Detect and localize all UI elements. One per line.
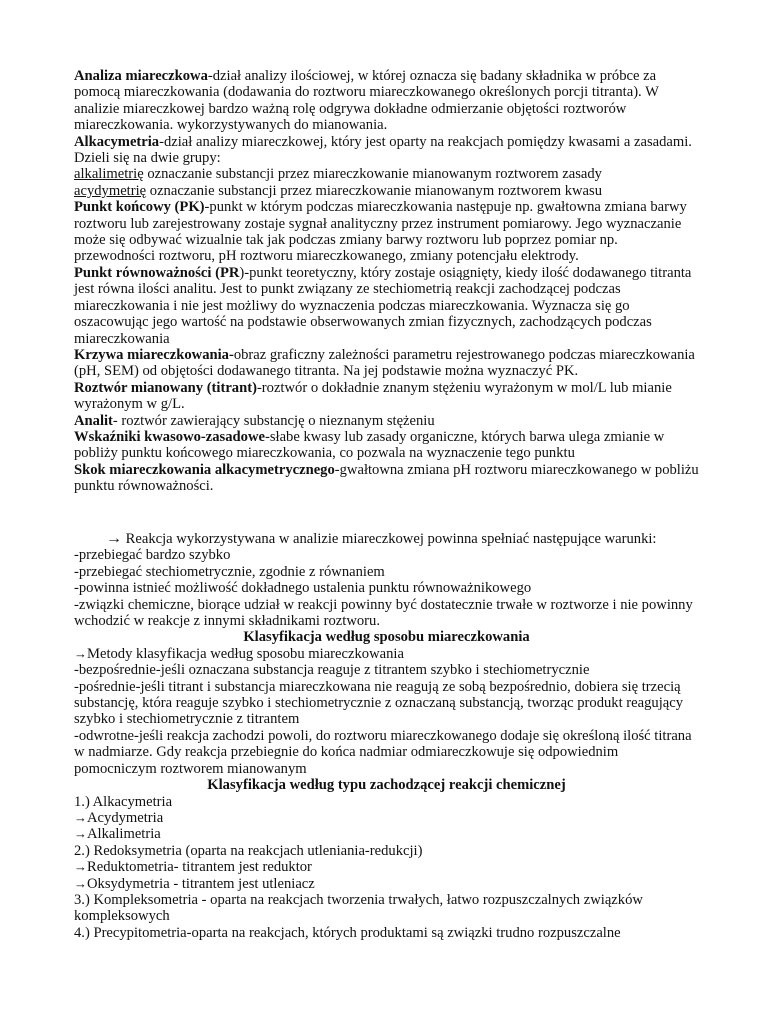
conditions-intro-text: Reakcja wykorzystywana w analizie miareczkowej powinna spełniać następujące warunki:	[122, 531, 657, 547]
definition-term: Analiza miareczkowa	[74, 68, 208, 84]
type-item: 2.) Redoksymetria (oparta na reakcjach utleniania-redukcji)	[74, 842, 423, 859]
type-item-text: Oksydymetria - titrantem jest utleniacz	[87, 875, 315, 892]
section-intro-text: Metody klasyfikacja według sposobu miareczkowania	[87, 645, 404, 662]
condition-item: -związki chemiczne, biorące udział w reakcji powinny być dostatecznie trwałe w roztworze i nie powinny wchodzić w reakcje z innymi składnikami roztworu.	[74, 596, 693, 630]
arrow-right-icon: →	[74, 859, 87, 875]
definition-text: -dział analizy miareczkowej, który jest oparty na reakcjach pomiędzy kwasami a zasadami. Dzieli się na dwie grupy:	[74, 133, 692, 167]
condition-item: -powinna istnieć możliwość dokładnego ustalenia punktu równoważnikowego	[74, 580, 532, 597]
definition-text: )-punkt teoretyczny, który zostaje osiągnięty, kiedy ilość dodawanego titranta jest równa ilości analitu. Jest to punkt związany ze stechiometrią reakcji zachodzącej podczas miareczkowania i nie jest możliwy do wyznaczenia podczas miareczkowania. Wyznacza się go oszacowując jego wartość na podstawie obserwowanych zmian fizycznych, zachodzących podczas miareczkowania	[74, 264, 692, 347]
definition-text: -dział analizy ilościowej, w której oznacza się badany składnika w próbce za pomocą miareczkowania (dodawania do roztworu miareczkowanego określonych porcji titranta). W analizie miareczkowej bardzo ważną rolę odgrywa dokładne odmierzanie objętości roztworów miareczkowania. wykorzystywanych do mianowania.	[74, 68, 659, 134]
group-text: oznaczanie substancji przez miareczkowanie mianowanym roztworem kwasu	[146, 182, 602, 199]
group-alkalimetria	[74, 166, 699, 182]
definition-term: Skok miareczkowania alkacymetrycznego	[74, 461, 335, 478]
section-heading	[74, 777, 699, 793]
type-item-text: Acydymetria	[87, 809, 164, 826]
type-item	[74, 810, 699, 826]
definition-text: -punkt w którym podczas miareczkowania następuje np. gwałtowna zmiana barwy roztworu lub zarejestrowany zostaje sygnał analityczny przez instrument pomiarowy. Jego wyznaczanie może się odbywać wizualnie tak jak podczas zmiany barwy roztworu lub poprzez pomiar np. przewodności roztworu, pH roztworu miareczkowanego, zmiany potencjału elektrody.	[74, 199, 687, 265]
type-item: 4.) Precypitometria-oparta na reakcjach, których produktami są związki trudno rozpuszczalne	[74, 924, 621, 941]
definition-alkacymetria	[74, 134, 699, 167]
definition-roztwor	[74, 380, 699, 413]
type-item: 3.) Kompleksometria - oparta na reakcjach tworzenia trwałych, łatwo rozpuszczalnych związków kompleksowych	[74, 891, 643, 925]
type-item-text: Alkalimetria	[87, 826, 161, 843]
section-heading-text: Klasyfikacja według typu zachodzącej reakcji chemicznej	[207, 777, 566, 794]
method-item: -odwrotne-jeśli reakcja zachodzi powoli, do roztworu miareczkowanego dodaje się określoną ilość titrana w nadmiarze. Gdy reakcja przebiegnie do końca nadmiar odmiareczkowuje się odpowiednim pomocniczym roztworem mianowanym	[74, 727, 692, 777]
definition-text: -gwałtowna zmiana pH roztworu miareczkowanego w pobliżu punktu równoważności.	[74, 461, 699, 495]
definition-text: -roztwór o dokładnie znanym stężeniu wyrażonym w mol/L lub mianie wyrażonym w g/L.	[74, 379, 672, 413]
definition-punkt-rownowaznosci	[74, 265, 699, 347]
definition-text: obraz graficzny zależności parametru rejestrowanego podczas miareczkowania (pH, SEM) od objętości dodawanego titranta. Na jej podstawie można wyznaczyć PK.	[74, 346, 695, 380]
group-text: oznaczanie substancji przez miareczkowanie mianowanym roztworem zasady	[143, 166, 602, 183]
conditions-intro	[74, 531, 699, 547]
condition-item: -przebiegać stechiometrycznie, zgodnie z równaniem	[74, 563, 385, 580]
arrow-right-icon: →	[74, 809, 87, 825]
type-item	[74, 859, 699, 875]
definition-term: Roztwór mianowany (titrant)	[74, 379, 257, 396]
definition-term: Wskaźniki kwasowo-zasadowe	[74, 428, 265, 445]
definition-punkt-koncowy	[74, 199, 699, 265]
arrow-right-icon: →	[74, 645, 87, 661]
definition-text: -słabe kwasy lub zasady organiczne, których barwa ulega zmianie w pobliży punktu końcowego miareczkowania, co pozwala na wyznaczenie tego punktu	[74, 428, 665, 462]
definition-term: Punkt równoważności (PR	[74, 264, 240, 281]
definition-term: Krzywa miareczkowania-	[74, 346, 234, 363]
definition-analiza	[74, 68, 699, 134]
arrow-right-icon: →	[74, 826, 87, 842]
type-item	[74, 826, 699, 842]
definition-text: - roztwór zawierający substancję o nieznanym stężeniu	[112, 412, 435, 429]
group-acydymetria	[74, 183, 699, 199]
method-item: -pośrednie-jeśli titrant i substancja miareczkowana nie reagują ze sobą bezpośrednio, dobiera się trzecią substancję, która reaguje szybko i stechiometrycznie z oznaczaną substancją, tworząc produkt reagujący szybko i stechiometrycznie z titrantem	[74, 678, 684, 728]
definitions-block	[74, 68, 699, 495]
section-intro	[74, 646, 699, 662]
arrow-right-icon: →	[74, 875, 87, 891]
definition-term: Punkt końcowy (PK)	[74, 199, 205, 216]
definition-skok	[74, 462, 699, 495]
type-item	[74, 876, 699, 892]
classification-block	[74, 531, 699, 941]
type-item: 1.) Alkacymetria	[74, 793, 173, 810]
definition-wskazniki	[74, 429, 699, 462]
definition-krzywa	[74, 347, 699, 380]
method-item: -bezpośrednie-jeśli oznaczana substancja reaguje z titrantem szybko i stechiometrycznie	[74, 662, 590, 679]
section-heading-text: Klasyfikacja według sposobu miareczkowania	[243, 629, 530, 646]
definition-term: Alkacymetria	[74, 133, 160, 150]
definition-analit	[74, 413, 699, 429]
section-heading	[74, 629, 699, 645]
arrow-right-icon: →	[106, 530, 122, 547]
definition-term: Analit	[74, 412, 113, 429]
type-item-text: Reduktometria- titrantem jest reduktor	[87, 859, 312, 876]
group-term: alkalimetrię	[74, 166, 144, 183]
condition-item: -przebiegać bardzo szybko	[74, 547, 231, 564]
group-term: acydymetrię	[74, 182, 147, 199]
